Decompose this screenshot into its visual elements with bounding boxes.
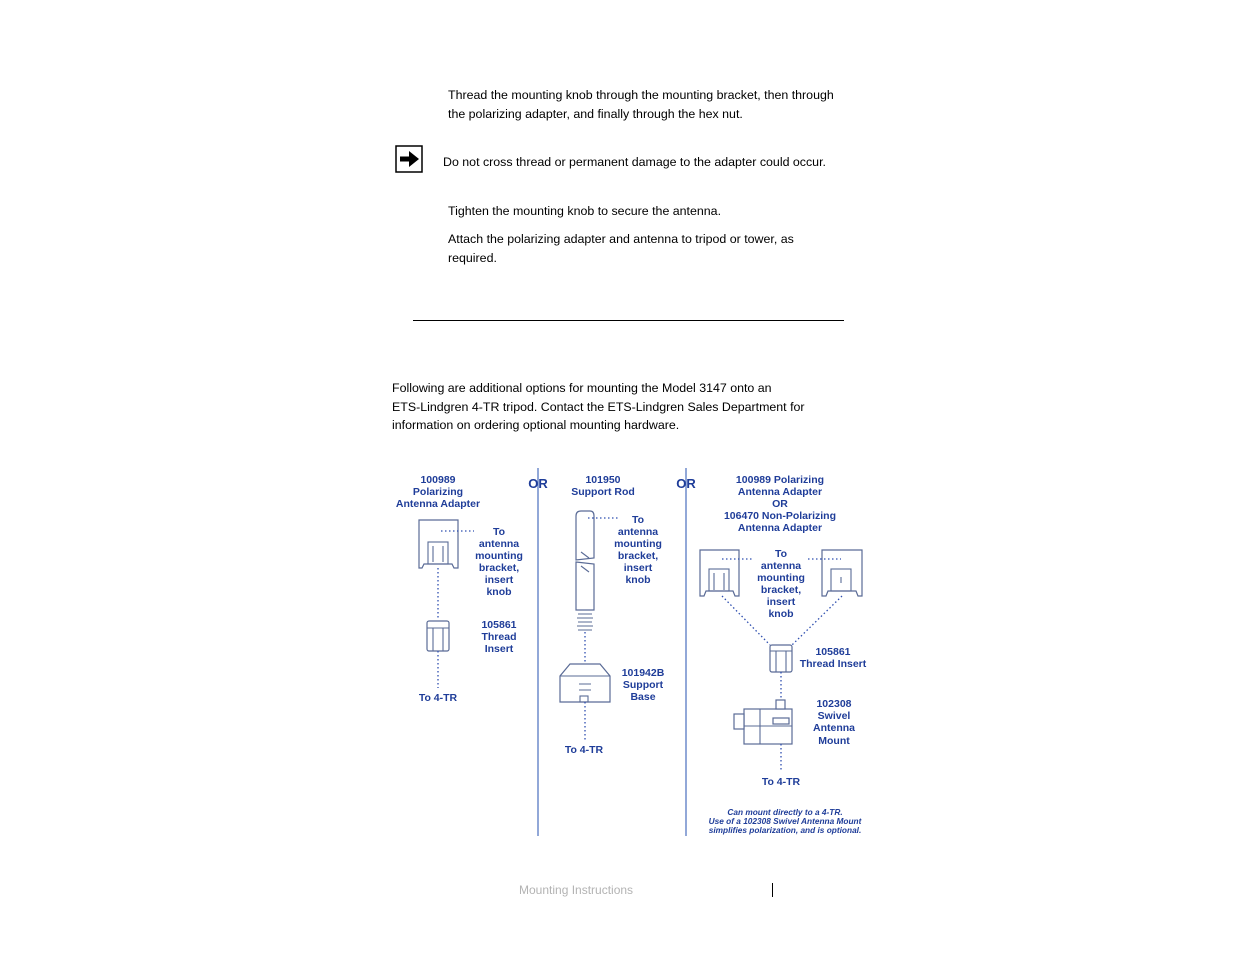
opt3-adapters-label-4: 106470 Non-Polarizing	[723, 510, 837, 522]
opt2-bracket-label-5: insert	[623, 562, 653, 574]
opt3-insert-label-2: Thread Insert	[799, 658, 867, 670]
opt3-converge-dots-right	[792, 596, 842, 645]
opt3-swivel-mount-shape	[734, 700, 792, 744]
opt3-swivel-label-4: Mount	[818, 735, 850, 747]
opt2-bracket-label-3: mounting	[614, 538, 662, 550]
option-1-group	[396, 474, 523, 704]
opt2-rod-label-2: Support Rod	[571, 486, 635, 498]
opt3-adapters-label-2: Antenna Adapter	[737, 486, 823, 498]
opt1-bracket-label-4: bracket,	[478, 562, 520, 574]
opt1-to-tripod-label: To 4-TR	[418, 692, 458, 704]
opt3-swivel-label-3: Antenna	[813, 722, 855, 734]
opt3-to-tripod-label: To 4-TR	[761, 776, 801, 788]
opt2-bracket-label-4: bracket,	[617, 550, 659, 562]
opt1-bracket-label-1: To	[492, 526, 506, 538]
opt2-rod-label-1: 101950	[585, 474, 621, 486]
opt3-non-polarizing-adapter-shape	[822, 550, 862, 596]
opt1-bracket-label-5: insert	[484, 574, 514, 586]
opt3-bracket-label-3: mounting	[757, 572, 805, 584]
opt3-adapters-label-5: Antenna Adapter	[737, 522, 823, 534]
note-text: Do not cross thread or permanent damage to the adapter could occur.	[443, 155, 826, 169]
opt2-support-base-shape	[560, 664, 610, 702]
or-label-1: OR	[528, 476, 548, 491]
step-thread-knob-line-1: Thread the mounting knob through the mounting bracket, then through	[448, 88, 834, 102]
option-2-group	[560, 474, 665, 756]
opt2-to-tripod-label: To 4-TR	[564, 744, 604, 756]
opt2-base-label-1: 101942B	[621, 667, 665, 679]
opt1-adapter-label-1: 100989	[420, 474, 456, 486]
options-intro-line-2: ETS-Lindgren 4-TR tripod. Contact the ETS-Lindgren Sales Department for	[392, 399, 805, 414]
opt3-footnote-line-1: Can mount directly to a 4-TR.	[727, 807, 843, 817]
opt3-swivel-label-2: Swivel	[817, 710, 851, 722]
opt1-polarizing-adapter-shape	[419, 520, 458, 568]
opt1-thread-insert-shape	[427, 621, 449, 651]
or-label-2: OR	[676, 476, 696, 491]
opt2-bracket-label-2: antenna	[617, 526, 659, 538]
opt3-adapters-label-3: OR	[772, 498, 788, 510]
step-thread-knob-line-2: the polarizing adapter, and finally through the hex nut.	[448, 106, 743, 121]
opt2-bracket-label-1: To	[631, 514, 645, 526]
opt1-insert-label-1: 105861	[481, 619, 517, 631]
opt3-bracket-label-5: insert	[766, 596, 796, 608]
opt3-bracket-label-1: To	[774, 548, 788, 560]
opt3-bracket-label-4: bracket,	[760, 584, 802, 596]
opt1-bracket-label-3: mounting	[475, 550, 523, 562]
opt3-footnote-line-2: Use of a 102308 Swivel Antenna Mount	[708, 816, 862, 826]
options-intro-line-3: information on ordering optional mounting hardware.	[392, 418, 680, 432]
opt3-swivel-label-1: 102308	[816, 698, 852, 710]
opt1-adapter-label-2: Polarizing	[412, 486, 464, 498]
option-3-group	[700, 474, 867, 835]
opt3-insert-label-1: 105861	[815, 646, 851, 658]
opt2-base-label-3: Base	[630, 691, 656, 703]
opt3-footnote-line-3: simplifies polarization, and is optional.	[708, 825, 862, 835]
step-attach-line-1: Attach the polarizing adapter and antenna to tripod or tower, as	[448, 232, 794, 246]
opt1-bracket-label-6: knob	[486, 586, 512, 598]
opt1-insert-label-3: Insert	[484, 643, 514, 655]
opt3-thread-insert-shape	[770, 645, 792, 672]
step-tighten: Tighten the mounting knob to secure the antenna.	[448, 204, 722, 218]
opt1-insert-label-2: Thread	[481, 631, 517, 643]
footer-divider	[772, 883, 773, 897]
opt1-bracket-label-2: antenna	[478, 538, 520, 550]
opt3-polarizing-adapter-shape	[700, 550, 739, 596]
opt3-bracket-label-2: antenna	[760, 560, 802, 572]
options-intro-line-1: Following are additional options for mounting the Model 3147 onto an	[392, 381, 772, 395]
opt3-bracket-label-6: knob	[768, 608, 794, 620]
opt2-support-rod-shape	[576, 511, 594, 630]
footer-label: Mounting Instructions	[519, 883, 634, 897]
opt2-base-label-2: Support	[622, 679, 664, 691]
opt1-adapter-label-3: Antenna Adapter	[395, 498, 481, 510]
opt2-bracket-label-6: knob	[625, 574, 651, 586]
opt3-converge-dots-left	[722, 596, 770, 645]
step-attach-line-2: required.	[448, 250, 497, 265]
opt3-adapters-label-1: 100989 Polarizing	[735, 474, 825, 486]
